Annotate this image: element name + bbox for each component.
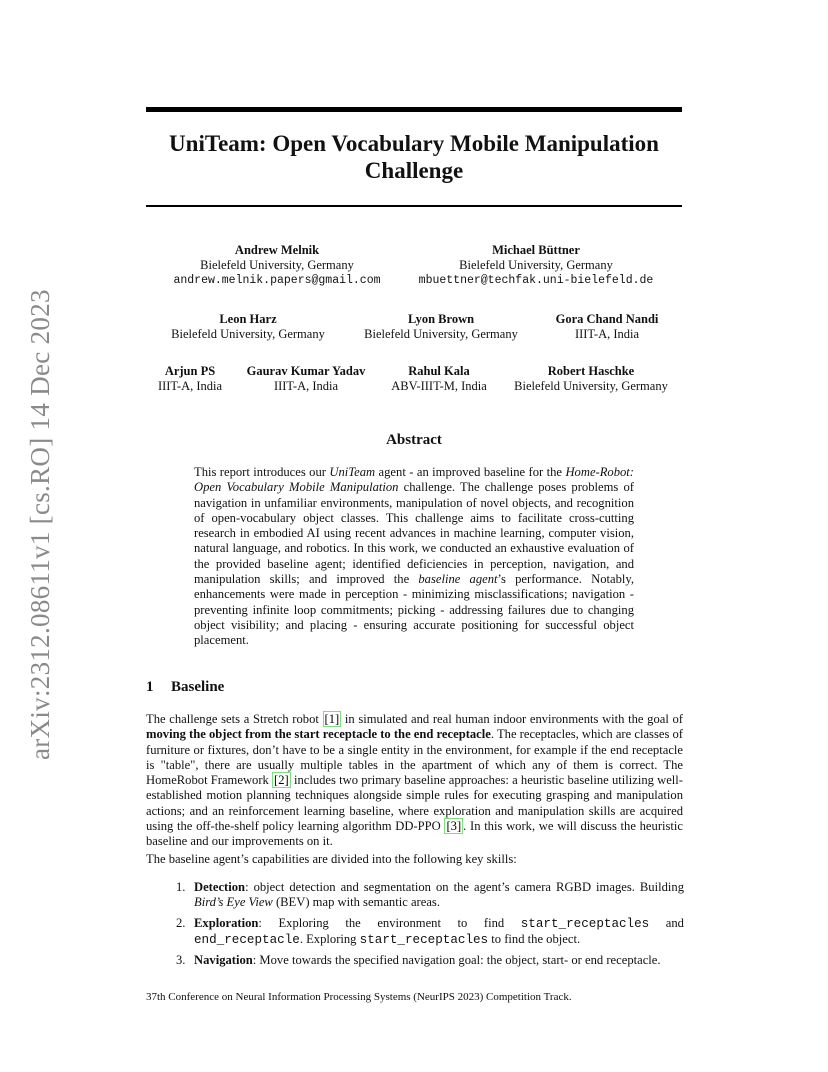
author-affiliation: Bielefeld University, Germany (459, 258, 613, 272)
author-affiliation: IIIT-A, India (574, 327, 640, 341)
challenge-name-emphasis: Home-Robot: Open Vocabulary Mobile Manipulation (194, 465, 634, 495)
author-name: Gora Chand Nandi (555, 312, 659, 326)
author-block (166, 243, 388, 288)
title-top-rule (146, 107, 682, 112)
arxiv-stamp: arXiv:2312.08611v1 [cs.RO] 14 Dec 2023 (25, 289, 55, 760)
list-item: 1. Detection: object detection and segmentation on the agent’s camera RGBD images. Building Bird’s Eye View (BEV) map with semantic areas. (176, 880, 684, 910)
author-affiliation: Bielefeld University, Germany (200, 258, 354, 272)
author-block (150, 364, 230, 394)
body-paragraph: The baseline agent’s capabilities are divided into the following key skills: (146, 852, 517, 866)
author-email[interactable]: mbuettner@techfak.uni-bielefeld.de (418, 274, 654, 287)
author-name: Gaurav Kumar Yadav (246, 364, 366, 378)
author-block (503, 364, 679, 394)
author-name: Andrew Melnik (234, 243, 320, 257)
agent-name-emphasis: UniTeam (329, 465, 376, 479)
author-block (237, 364, 375, 394)
author-affiliation: ABV-IIIT-M, India (391, 379, 487, 393)
section-title: Baseline (171, 679, 225, 695)
author-name: Michael Büttner (492, 243, 580, 257)
citation-link[interactable]: [2] (274, 773, 289, 788)
title-line-2: Challenge (364, 158, 464, 183)
section-number: 1 (146, 679, 154, 695)
abstract-text: This report introduces our UniTeam agent - an improved baseline for the Home-Robot: Open Vocabulary Mobile Manipulation challenge. The challenge poses problems of navigation in unfamiliar environments, manipulation of novel objects, and recognition of open-vocabulary object classes. This challenge aims to facilitate cross-cutting research in embodied AI using recent advances in machine learning, computer vision, natural language, and robotics. In this work, we conducted an exhaustive evaluation of the provided baseline agent; identified deficiencies in perception, navigation, and manipulation skills; and improved the baseline agent’s performance. Notably, enhancements were made in perception - minimizing misclassifications; navigation - preventing infinite loop commitments; picking - addressing failures due to changing object visibility; and placing - ensuring accurate positioning for successful object placement. (194, 465, 634, 648)
author-name: Lyon Brown (407, 312, 475, 326)
title-line-1: UniTeam: Open Vocabulary Mobile Manipulation (169, 131, 659, 156)
author-name: Rahul Kala (408, 364, 470, 378)
section-heading (146, 679, 224, 696)
skill-list (176, 880, 684, 973)
citation-link[interactable]: [1] (324, 712, 340, 726)
author-name: Arjun PS (164, 364, 216, 378)
baseline-agent-emphasis: baseline agent (418, 572, 498, 587)
list-item: 2. Exploration: Exploring the environment to find start_receptacles and end_receptacle. Exploring start_receptacles to find the object. (176, 915, 684, 947)
author-email[interactable]: andrew.melnik.papers@gmail.com (173, 274, 381, 287)
paper-title (146, 130, 682, 184)
author-affiliation: Bielefeld University, Germany (364, 327, 518, 341)
author-block (536, 312, 678, 342)
body-paragraph: The challenge sets a Stretch robot [1] in simulated and real human indoor environments with the goal of moving the object from the start receptacle to the end receptacle. The receptacles, which are classes of furniture or fixtures, don’t have to be a single entity in the environment, for example if the end receptacle is "table", there are usually multiple tables in the apartment of which any of them is correct. The HomeRobot Framework [2] includes two primary baseline approaches: a heuristic baseline utilizing well-established motion planning techniques alongside simple rules for executing grasping and manipulation actions; and an reinforcement learning baseline, where exploration and manipulation skills are acquired using the off-the-shelf policy learning algorithm DD-PPO [3] . In this work, we will discuss the heuristic baseline and our improvements on it. (146, 712, 684, 849)
author-affiliation: IIIT-A, India (157, 379, 223, 393)
conference-footnote: 37th Conference on Neural Information Processing Systems (NeurIPS 2023) Competition Track. (146, 991, 572, 1003)
list-item: 3. Navigation: Move towards the specified navigation goal: the object, start- or end receptacle. (176, 953, 661, 968)
title-bottom-rule (146, 205, 682, 207)
author-affiliation: Bielefeld University, Germany (171, 327, 325, 341)
author-block (382, 364, 496, 394)
author-block (353, 312, 529, 342)
author-name: Robert Haschke (547, 364, 635, 378)
author-affiliation: Bielefeld University, Germany (514, 379, 668, 393)
author-affiliation: IIIT-A, India (273, 379, 339, 393)
goal-emphasis: moving the object from the start receptacle to the end receptacle (146, 727, 491, 742)
author-block (408, 243, 664, 288)
author-name: Leon Harz (219, 312, 277, 326)
author-block (160, 312, 336, 342)
citation-link[interactable]: [3] (446, 819, 462, 834)
abstract-heading: Abstract (386, 432, 442, 448)
